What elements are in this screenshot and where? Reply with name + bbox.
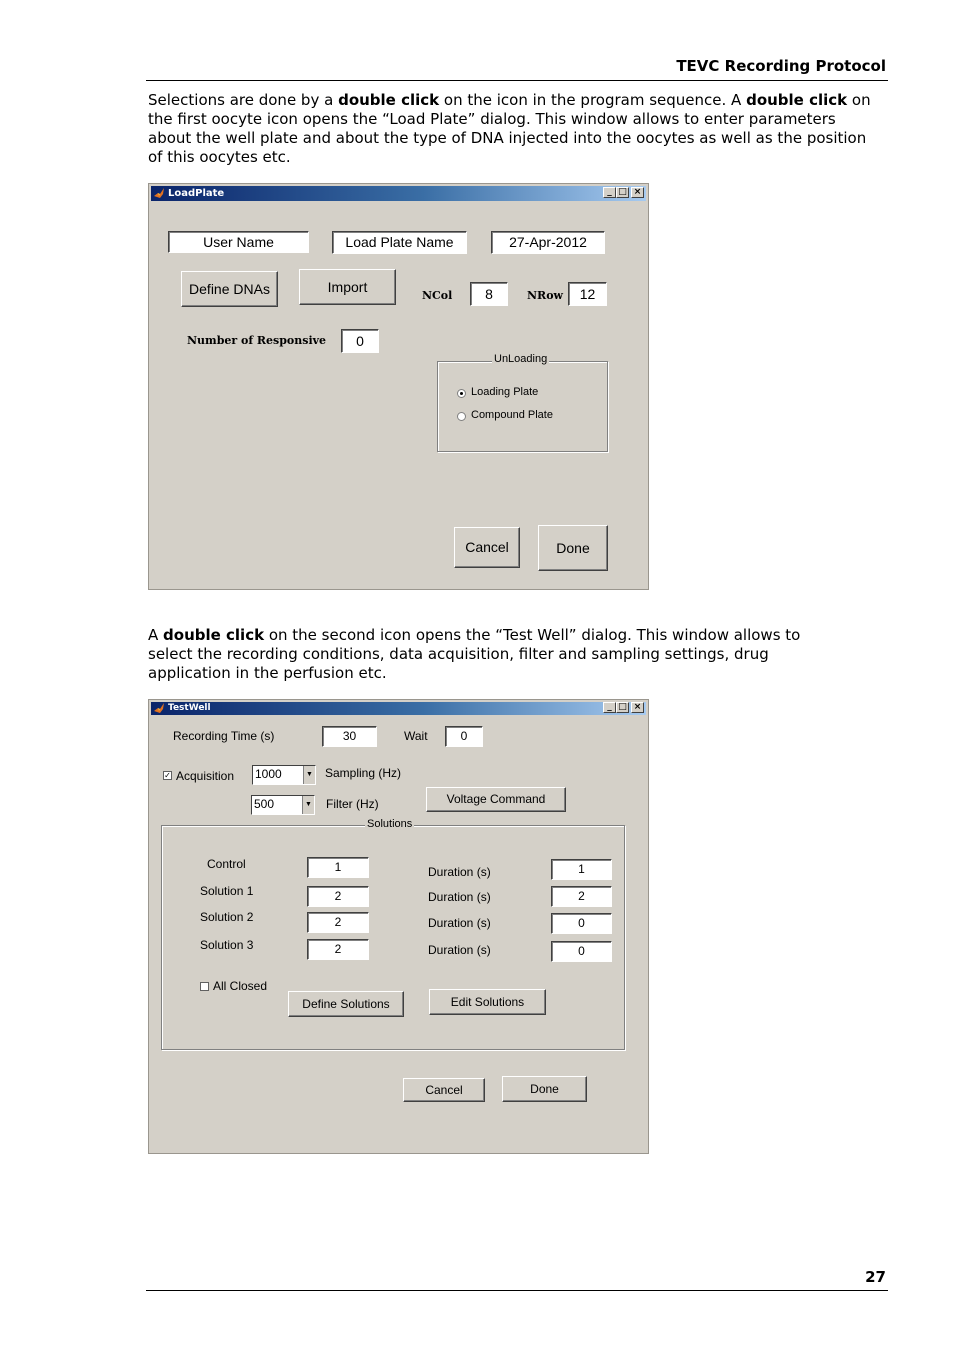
all-closed-label: All Closed	[213, 979, 268, 993]
row-name-control: Control	[207, 857, 246, 871]
minimize-icon[interactable]: _	[603, 702, 616, 713]
voltage-command-button[interactable]: Voltage Command	[426, 787, 566, 812]
responsive-label: Number of Responsive	[187, 334, 327, 347]
close-icon[interactable]: ×	[631, 702, 644, 713]
user-name-field[interactable]: User Name	[168, 231, 309, 253]
unloading-group	[437, 353, 608, 452]
testwell-window	[148, 699, 649, 1154]
wait-label: Wait	[404, 729, 428, 743]
acquisition-checkbox[interactable]: ✓	[164, 771, 171, 780]
sampling-label: Sampling (Hz)	[325, 766, 402, 780]
sampling-value: 1000	[255, 767, 282, 781]
compound-plate-radio[interactable]	[457, 412, 466, 421]
chevron-down-icon: ▼	[303, 766, 315, 784]
all-closed-checkbox[interactable]	[200, 982, 209, 991]
solutions-group	[161, 818, 625, 1050]
maximize-icon[interactable]: □	[616, 702, 629, 713]
row-name-solution-3: Solution 3	[200, 938, 254, 952]
responsive-field[interactable]: 0	[341, 329, 379, 353]
edit-solutions-button[interactable]: Edit Solutions	[429, 989, 546, 1015]
nrow-label: NRow	[527, 289, 564, 302]
duration-label: Duration (s)	[428, 890, 491, 904]
matlab-icon	[154, 188, 165, 199]
loading-plate-label: Loading Plate	[471, 386, 539, 398]
compound-plate-label: Compound Plate	[471, 409, 553, 421]
done-button[interactable]: Done	[538, 525, 608, 571]
testwell-title: TestWell	[168, 703, 211, 713]
duration-label: Duration (s)	[428, 943, 491, 957]
sampling-popup[interactable]	[252, 765, 316, 785]
duration-label: Duration (s)	[428, 865, 491, 879]
plate-name-field[interactable]: Load Plate Name	[332, 231, 467, 254]
filter-popup[interactable]	[251, 795, 315, 815]
ncol-label: NCol	[422, 289, 453, 302]
recording-time-field[interactable]: 30	[322, 726, 377, 747]
testwell-paragraph: A double click on the second icon opens the “Test Well” dialog. This window allows to select the recording conditions, data acquisition, filter and sampling settings, drug application in the perfusion etc.	[148, 626, 801, 682]
row-name-solution-2: Solution 2	[200, 910, 254, 924]
solution-2-duration-field[interactable]: 0	[551, 913, 612, 934]
solution-1-duration-field[interactable]: 2	[551, 886, 612, 907]
loadplate-title: LoadPlate	[168, 188, 225, 199]
testwell-titlebar	[151, 702, 646, 715]
loading-plate-radio[interactable]	[457, 389, 466, 398]
cancel-button[interactable]: Cancel	[454, 527, 520, 568]
row-name-solution-1: Solution 1	[200, 884, 254, 898]
define-dnas-button[interactable]: Define DNAs	[181, 271, 278, 307]
duration-label: Duration (s)	[428, 916, 491, 930]
filter-label: Filter (Hz)	[326, 797, 379, 811]
solution-1-field[interactable]: 2	[307, 886, 369, 907]
control-field[interactable]: 1	[307, 857, 369, 878]
ncol-field[interactable]: 8	[470, 282, 508, 306]
recording-time-label: Recording Time (s)	[173, 729, 275, 743]
date-field[interactable]: 27-Apr-2012	[491, 231, 605, 254]
define-solutions-button[interactable]: Define Solutions	[288, 991, 404, 1017]
unloading-title: UnLoading	[494, 353, 548, 365]
import-button[interactable]: Import	[299, 269, 396, 305]
solution-2-field[interactable]: 2	[307, 912, 369, 933]
matlab-icon	[154, 703, 165, 714]
maximize-icon[interactable]: □	[616, 187, 629, 198]
done-button[interactable]: Done	[502, 1076, 587, 1102]
solution-3-field[interactable]: 2	[307, 939, 369, 960]
cancel-button[interactable]: Cancel	[403, 1078, 485, 1102]
chevron-down-icon: ▼	[302, 796, 314, 814]
control-duration-field[interactable]: 1	[551, 859, 612, 880]
footer-rule	[146, 1290, 888, 1291]
acquisition-label: Acquisition	[176, 769, 235, 783]
solutions-title: Solutions	[367, 818, 413, 830]
close-icon[interactable]: ×	[631, 187, 644, 198]
page-number: 27	[865, 1268, 886, 1286]
nrow-field[interactable]: 12	[568, 282, 607, 306]
minimize-icon[interactable]: _	[603, 187, 616, 198]
filter-value: 500	[254, 797, 275, 811]
loadplate-titlebar	[151, 186, 646, 201]
header-rule	[146, 80, 888, 81]
intro-paragraph: Selections are done by a double click on the icon in the program sequence. A double click on the first oocyte icon opens the “Load Plate” dialog. This window allows to enter parameters about the well plate and about the type of DNA injected into the oocytes as well as the position of this oocytes etc.	[148, 91, 871, 166]
solution-3-duration-field[interactable]: 0	[551, 941, 612, 962]
running-header: TEVC Recording Protocol	[676, 57, 886, 75]
wait-field[interactable]: 0	[445, 726, 483, 747]
loadplate-window	[148, 183, 649, 590]
